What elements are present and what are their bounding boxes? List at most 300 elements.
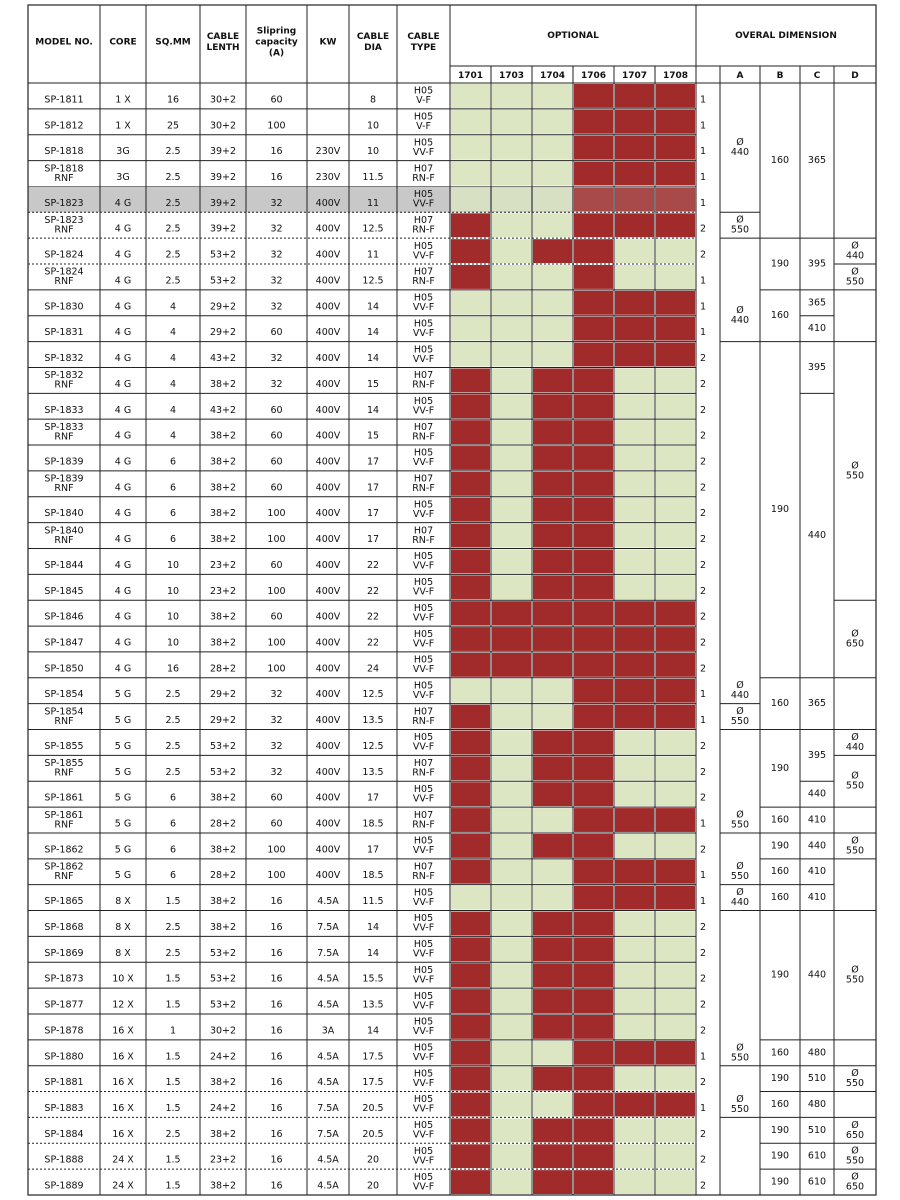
slipring-capacity: 32 [270,275,283,287]
cable-length: 53+2 [209,947,237,959]
option-cell-1706 [574,886,613,910]
option-cell-1703 [492,1015,531,1039]
option-cell-1706 [574,1144,613,1168]
option-cell-1707 [615,679,654,703]
qty-indicator: 1 [699,870,707,882]
option-cell-1708 [656,549,695,573]
core: 1 X [115,94,131,106]
sq-mm: 4 [169,378,177,390]
sq-mm: 2.5 [165,249,181,261]
option-cell-1706 [574,239,613,263]
slipring-capacity: 16 [270,1102,283,1114]
dim-D [846,266,864,287]
model-no: SP-1844 [44,559,84,571]
cable-length: 53+2 [209,973,237,985]
cable-type-line: H05 [413,887,434,899]
qty-indicator: 1 [699,1051,707,1063]
cable-type [413,1043,434,1064]
option-cell-1704 [533,394,572,418]
option-cell-1701 [451,989,490,1013]
kw: 400V [315,792,341,804]
core: 5 G [114,870,132,882]
cable-type-line: H05 [413,732,434,744]
option-cell-1708 [656,446,695,470]
option-cell-1708 [656,213,695,237]
option-cell-1706 [574,679,613,703]
header-3-line: CABLE [206,32,240,42]
option-cell-1701 [451,705,490,729]
option-cell-1706 [574,162,613,186]
cable-length: 30+2 [209,94,237,106]
qty-indicator: 1 [699,327,707,339]
slipring-capacity: 16 [270,1077,283,1089]
option-cell-1704 [533,1170,572,1194]
model-no-line: SP-1840 [44,525,84,537]
dim-B: 160 [770,155,790,167]
kw: 400V [315,740,341,752]
core: 8 X [115,947,131,959]
cable-type [413,965,434,986]
cable-type [413,1094,434,1115]
dim-D-line: 550 [845,780,865,792]
option-cell-1704 [533,886,572,910]
model-no-line: RNF [54,172,74,184]
dim-D-line: Ø [851,964,859,976]
option-cell-1704 [533,549,572,573]
dim-B: 190 [770,1150,790,1162]
cable-length: 53+2 [209,740,237,752]
option-cell-1708 [656,394,695,418]
core: 4 G [114,508,132,520]
model-no-line: RNF [54,767,74,779]
cable-type-line: H05 [413,654,434,666]
cable-dia: 11 [366,197,380,209]
cable-type [413,499,434,520]
option-cell-1708 [656,1170,695,1194]
cable-type-line: RN-F [412,819,435,831]
cable-type-line: H05 [413,964,434,976]
option-cell-1701 [451,265,490,289]
option-cell-1703 [492,627,531,651]
slipring-capacity: 60 [270,94,283,106]
cable-type-line: V-F [416,121,431,133]
cable-type-line: H05 [413,551,434,563]
cable-type [413,318,434,339]
cable-type-line: VV-F [412,845,435,857]
option-cell-1706 [574,84,613,108]
model-no-line: RNF [54,483,74,495]
cable-length: 28+2 [209,870,237,882]
option-cell-1708 [656,136,695,160]
dim-A-line: 440 [730,690,750,702]
dim-D-line: 440 [845,741,865,753]
slipring-capacity: 16 [270,172,283,184]
option-cell-1706 [574,705,613,729]
option-cell-1707 [615,110,654,134]
dim-D-line: 550 [845,470,865,482]
cable-type-line: VV-F [412,457,435,469]
model-no: SP-1830 [44,301,84,313]
header-5-line: KW [319,37,337,48]
cable-type-line: VV-F [412,508,435,520]
option-cell-1703 [492,937,531,961]
cable-dia: 20 [366,1154,380,1166]
cable-type-line: H07 [413,861,434,873]
option-cell-1708 [656,1015,695,1039]
sq-mm: 10 [166,585,180,597]
option-cell-1708 [656,627,695,651]
option-cell-1706 [574,549,613,573]
core: 4 G [114,197,132,209]
cable-type [413,396,434,417]
cable-type [413,680,434,701]
cable-length: 38+2 [209,637,237,649]
qty-indicator: 1 [699,689,707,701]
model-no [44,163,83,184]
option-cell-1706 [574,394,613,418]
cable-type-line: H05 [413,628,434,640]
cable-type [413,1172,434,1193]
cable-type-line: VV-F [412,302,435,314]
option-cell-1701 [451,213,490,237]
slipring-capacity: 60 [270,559,283,571]
cable-type-line: H05 [413,137,434,149]
cable-type-line: RN-F [412,276,435,288]
cable-type [412,267,435,288]
kw: 400V [315,353,341,365]
option-cell-1707 [615,1093,654,1117]
core: 16 X [112,1128,134,1140]
option-cell-1708 [656,860,695,884]
cable-type-line: H05 [413,292,434,304]
option-cell-1701 [451,162,490,186]
cable-type-line: RN-F [412,483,435,495]
dim-B: 160 [770,310,790,322]
cable-length: 29+2 [209,301,237,313]
dim-C: 510 [807,1073,827,1085]
kw: 400V [315,482,341,494]
header-4-line: capacity [255,37,298,48]
model-no: SP-1862 [44,844,84,856]
option-cell-1708 [656,679,695,703]
cable-length: 23+2 [209,585,237,597]
qty-indicator: 1 [699,275,707,287]
header-opt-1707: 1707 [621,71,648,81]
slipring-capacity: 32 [270,715,283,727]
cable-type-line: VV-F [412,922,435,934]
option-cell-1708 [656,343,695,367]
option-cell-1701 [451,110,490,134]
dim-A-line: Ø [736,305,744,317]
dim-C: 410 [807,323,827,335]
option-cell-1706 [574,575,613,599]
option-cell-1708 [656,187,695,211]
cable-length: 53+2 [209,999,237,1011]
option-cell-1703 [492,782,531,806]
sq-mm: 10 [166,611,180,623]
sq-mm: 6 [169,534,177,546]
cable-dia: 14 [366,353,380,365]
header-6-line: CABLE [356,32,390,42]
dim-B: 190 [770,504,790,516]
header-3-line: LENTH [206,43,240,53]
option-cell-1706 [574,213,613,237]
cable-type-line: VV-F [412,689,435,701]
cable-type-line: H05 [413,783,434,795]
header-overall: OVERAL DIMENSION [735,31,837,41]
option-cell-1703 [492,84,531,108]
option-cell-1706 [574,601,613,625]
dim-D-line: Ø [851,1171,859,1183]
option-cell-1701 [451,368,490,392]
model-no-line: SP-1832 [44,370,84,382]
dim-A [731,887,749,908]
slipring-capacity: 60 [270,456,283,468]
option-cell-1707 [615,162,654,186]
cable-dia: 13.5 [362,715,384,727]
option-cell-1708 [656,420,695,444]
cable-type-line: VV-F [412,1181,435,1193]
core: 10 X [112,973,134,985]
dim-C: 510 [807,1124,827,1136]
cable-dia: 18.5 [362,818,384,830]
cable-type-line: VV-F [412,974,435,986]
sq-mm: 2.5 [165,275,181,287]
dim-C: 395 [807,749,827,761]
option-cell-1704 [533,84,572,108]
core: 4 G [114,223,132,235]
cable-length: 24+2 [209,1102,237,1114]
option-cell-1707 [615,291,654,315]
slipring-capacity: 16 [270,1128,283,1140]
dim-C: 440 [807,788,827,800]
option-cell-1703 [492,265,531,289]
dim-D-line: 550 [845,276,865,288]
cable-dia: 13.5 [362,999,384,1011]
core: 3G [116,172,130,184]
header-6 [357,32,389,53]
option-cell-1707 [615,575,654,599]
dim-D-line: 440 [845,250,865,262]
option-cell-1707 [615,84,654,108]
slipring-capacity: 100 [267,637,286,649]
cable-dia: 17.5 [362,1051,384,1063]
option-cell-1703 [492,1118,531,1142]
model-no-line: SP-1861 [44,809,84,821]
cable-dia: 22 [366,585,380,597]
header-2-line: SQ.MM [155,37,191,48]
cable-type-line: H05 [413,111,434,123]
option-cell-1708 [656,472,695,496]
option-cell-1703 [492,1144,531,1168]
cable-type [412,474,435,495]
qty-indicator: 1 [699,1102,707,1114]
option-cell-1707 [615,343,654,367]
option-cell-1701 [451,860,490,884]
dim-D-line: 650 [845,1129,865,1141]
cable-type-line: RN-F [412,224,435,236]
cable-type [412,861,435,882]
option-cell-1703 [492,368,531,392]
option-cell-1704 [533,756,572,780]
option-cell-1703 [492,498,531,522]
model-no: SP-1854 [44,689,84,701]
dim-C: 365 [807,155,827,167]
header-0 [35,38,93,48]
qty-indicator: 1 [699,896,707,908]
model-no: SP-1889 [44,1180,84,1192]
kw: 4.5A [317,973,339,985]
cable-type [412,163,435,184]
slipring-capacity: 16 [270,999,283,1011]
option-cell-1703 [492,886,531,910]
option-cell-1707 [615,498,654,522]
slipring-capacity: 32 [270,249,283,261]
slipring-capacity: 60 [270,482,283,494]
option-cell-1703 [492,1041,531,1065]
core: 4 G [114,404,132,416]
kw: 400V [315,766,341,778]
option-cell-1701 [451,575,490,599]
cable-dia: 17 [366,482,380,494]
dim-D-line: Ø [851,266,859,278]
dim-A-line: 550 [730,716,750,728]
option-cell-1704 [533,963,572,987]
option-cell-1706 [574,1093,613,1117]
option-cell-1703 [492,472,531,496]
option-cell-1706 [574,963,613,987]
sq-mm: 16 [166,663,180,675]
slipring-capacity: 100 [267,663,286,675]
core: 4 G [114,482,132,494]
option-cell-1708 [656,1041,695,1065]
sq-mm: 25 [166,120,180,132]
slipring-capacity: 100 [267,508,286,520]
option-cell-1706 [574,653,613,677]
option-cell-1706 [574,472,613,496]
cable-length: 30+2 [209,120,237,132]
option-cell-1708 [656,575,695,599]
sq-mm: 1.5 [165,1077,181,1089]
dim-A-line: 440 [730,315,750,327]
cable-type [412,758,435,779]
core: 16 X [112,1077,134,1089]
cable-length: 38+2 [209,534,237,546]
sq-mm: 10 [166,637,180,649]
option-cell-1701 [451,1118,490,1142]
cable-dia: 17 [366,508,380,520]
model-no: SP-1833 [44,404,84,416]
slipring-capacity: 32 [270,197,283,209]
kw: 4.5A [317,1154,339,1166]
model-no-line: SP-1823 [44,214,84,226]
cable-type [413,577,434,598]
option-cell-1707 [615,912,654,936]
option-cell-1707 [615,446,654,470]
slipring-capacity: 32 [270,378,283,390]
qty-indicator: 1 [699,715,707,727]
kw: 400V [315,534,341,546]
option-cell-1707 [615,317,654,341]
option-cell-1707 [615,187,654,211]
dim-D [846,629,864,650]
option-cell-1703 [492,679,531,703]
option-cell-1706 [574,498,613,522]
slipring-capacity: 16 [270,146,283,158]
option-cell-1703 [492,187,531,211]
dim-A [731,215,749,236]
cable-type [412,525,435,546]
option-cell-1703 [492,575,531,599]
cable-type-line: VV-F [412,560,435,572]
cable-type-line: H05 [413,990,434,1002]
cable-dia: 15.5 [362,973,384,985]
qty-indicator: 1 [699,146,707,158]
option-cell-1706 [574,291,613,315]
dim-C: 440 [807,840,827,852]
cable-type-line: H07 [413,809,434,821]
slipring-capacity: 16 [270,896,283,908]
sq-mm: 1 [169,1025,177,1037]
cable-type-line: H07 [413,370,434,382]
sq-mm: 2.5 [165,689,181,701]
cable-dia: 12.5 [362,275,384,287]
option-cell-1703 [492,239,531,263]
dim-D-line: 550 [845,1078,865,1090]
option-cell-1708 [656,937,695,961]
cable-type-line: VV-F [412,638,435,650]
dim-A-line: Ø [736,1093,744,1105]
qty-indicator: 2 [699,559,707,571]
option-cell-1701 [451,679,490,703]
dim-A-line: Ø [736,861,744,873]
cable-dia: 14 [366,301,380,313]
option-cell-1706 [574,317,613,341]
cable-type-line: H07 [413,163,434,175]
option-cell-1704 [533,912,572,936]
sq-mm: 2.5 [165,740,181,752]
model-no-line: SP-1818 [44,163,84,175]
option-cell-1701 [451,187,490,211]
option-cell-1703 [492,291,531,315]
cable-length: 38+2 [209,456,237,468]
slipring-capacity: 60 [270,404,283,416]
dim-A-line: Ø [736,680,744,692]
sq-mm: 1.5 [165,1180,181,1192]
dim-C: 410 [807,892,827,904]
cable-type-line: H07 [413,421,434,433]
cable-type [412,370,435,391]
qty-indicator: 2 [699,1154,707,1166]
core: 3G [116,146,130,158]
slipring-capacity: 16 [270,1025,283,1037]
cable-length: 39+2 [209,172,237,184]
dim-D-line: Ø [851,628,859,640]
header-dim-D: D [851,71,859,81]
option-cell-1704 [533,1041,572,1065]
cable-length: 24+2 [209,1051,237,1063]
option-cell-1704 [533,524,572,548]
kw: 230V [315,172,341,184]
option-cell-1707 [615,705,654,729]
option-cell-1707 [615,549,654,573]
slipring-capacity: 32 [270,740,283,752]
dim-A-line: 550 [730,1103,750,1115]
cable-type-line: H05 [413,1120,434,1132]
model-no: SP-1881 [44,1077,84,1089]
option-cell-1703 [492,653,531,677]
option-cell-1704 [533,653,572,677]
